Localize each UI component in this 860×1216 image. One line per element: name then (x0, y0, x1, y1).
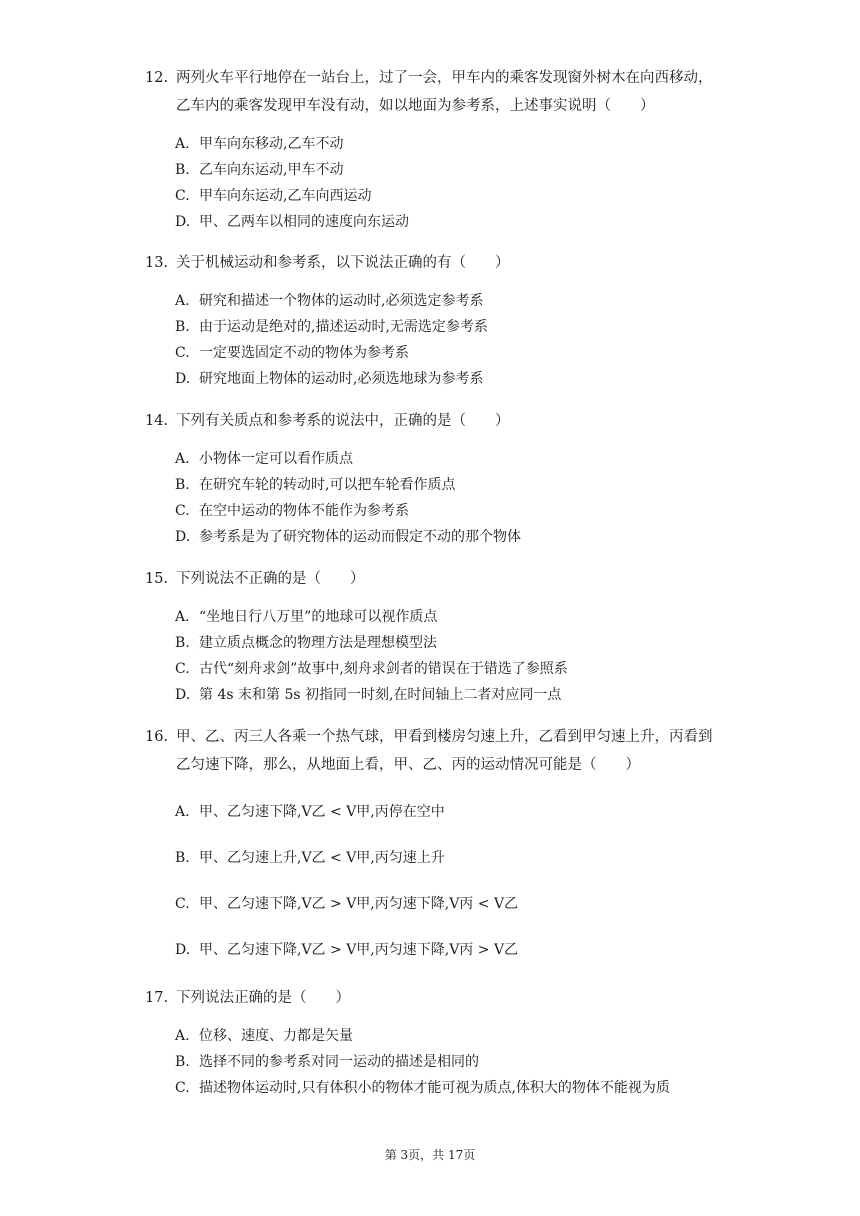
question-12 (145, 64, 725, 235)
question-stem (145, 984, 725, 1012)
option-d: D. 甲、乙两车以相同的速度向东运动 (175, 214, 409, 230)
question-stem (145, 407, 725, 435)
option-a: A. 研究和描述一个物体的运动时,必须选定参考系 (175, 293, 484, 309)
question-text: 关于机械运动和参考系，以下说法正确的有（ ） (176, 255, 510, 271)
question-number: 12. (145, 70, 169, 86)
question-number: 15. (145, 571, 169, 587)
question-number: 14. (145, 413, 169, 429)
question-text: 下列说法不正确的是（ ） (176, 571, 365, 587)
option-b: B. 选择不同的参考系对同一运动的描述是相同的 (175, 1054, 479, 1070)
question-stem (145, 565, 725, 593)
question-16 (145, 723, 725, 973)
question-stem (145, 249, 725, 277)
question-number: 16. (145, 729, 169, 745)
page-footer: 第 3页，共 17页 (384, 1148, 476, 1162)
option-b: B. 在研究车轮的转动时,可以把车轮看作质点 (175, 477, 456, 493)
option-d: D. 甲、乙匀速下降,V乙 > V甲,丙匀速下降,V丙 > V乙 (175, 942, 519, 958)
option-list (145, 288, 725, 392)
option-d: D. 参考系是为了研究物体的运动而假定不动的那个物体 (175, 529, 521, 545)
option-c: C. 甲、乙匀速下降,V乙 > V甲,丙匀速下降,V丙 < V乙 (175, 896, 519, 912)
question-text: 两列火车平行地停在一站台上，过了一会，甲车内的乘客发现窗外树木在向西移动，乙车内的乘客发现甲车没有动，如以地面为参考系，上述事实说明（ ） (176, 70, 713, 114)
option-a: A. 甲车向东移动,乙车不动 (175, 136, 344, 152)
option-list (145, 789, 725, 973)
option-a: A. 位移、速度、力都是矢量 (175, 1028, 353, 1044)
question-13 (145, 249, 725, 392)
option-b: B. 甲、乙匀速上升,V乙 < V甲,丙匀速上升 (175, 850, 445, 866)
question-number: 17. (145, 990, 169, 1006)
option-b: B. 乙车向东运动,甲车不动 (175, 162, 344, 178)
option-d: D. 研究地面上物体的运动时,必须选地球为参考系 (175, 371, 484, 387)
question-text: 下列有关质点和参考系的说法中，正确的是（ ） (176, 413, 510, 429)
question-17 (145, 984, 725, 1101)
option-c: C. 一定要选固定不动的物体为参考系 (175, 345, 409, 361)
option-d: D. 第 4s 末和第 5s 初指同一时刻,在时间轴上二者对应同一点 (175, 687, 562, 703)
option-c: C. 描述物体运动时,只有体积小的物体才能可视为质点,体积大的物体不能视为质 (175, 1080, 670, 1096)
option-c: C. 在空中运动的物体不能作为参考系 (175, 503, 409, 519)
option-list (145, 1023, 725, 1101)
option-list (145, 131, 725, 235)
option-list (145, 446, 725, 550)
question-text: 下列说法正确的是（ ） (176, 990, 350, 1006)
option-b: B. 由于运动是绝对的,描述运动时,无需选定参考系 (175, 319, 488, 335)
option-c: C. 古代“刻舟求剑”故事中,刻舟求剑者的错误在于错选了参照系 (175, 661, 568, 677)
question-14 (145, 407, 725, 550)
question-stem (145, 723, 725, 779)
option-b: B. 建立质点概念的物理方法是理想模型法 (175, 635, 437, 651)
option-c: C. 甲车向东运动,乙车向西运动 (175, 188, 372, 204)
option-a: A. 小物体一定可以看作质点 (175, 451, 353, 467)
question-15 (145, 565, 725, 708)
question-stem (145, 64, 725, 120)
option-a: A. 甲、乙匀速下降,V乙 < V甲,丙停在空中 (175, 804, 445, 820)
question-text: 甲、乙、丙三人各乘一个热气球，甲看到楼房匀速上升，乙看到甲匀速上升，丙看到乙匀速下降，那么，从地面上看，甲、乙、丙的运动情况可能是（ ） (176, 729, 713, 773)
option-list (145, 604, 725, 708)
option-a: A. “坐地日行八万里”的地球可以视作质点 (175, 609, 438, 625)
question-number: 13. (145, 255, 169, 271)
